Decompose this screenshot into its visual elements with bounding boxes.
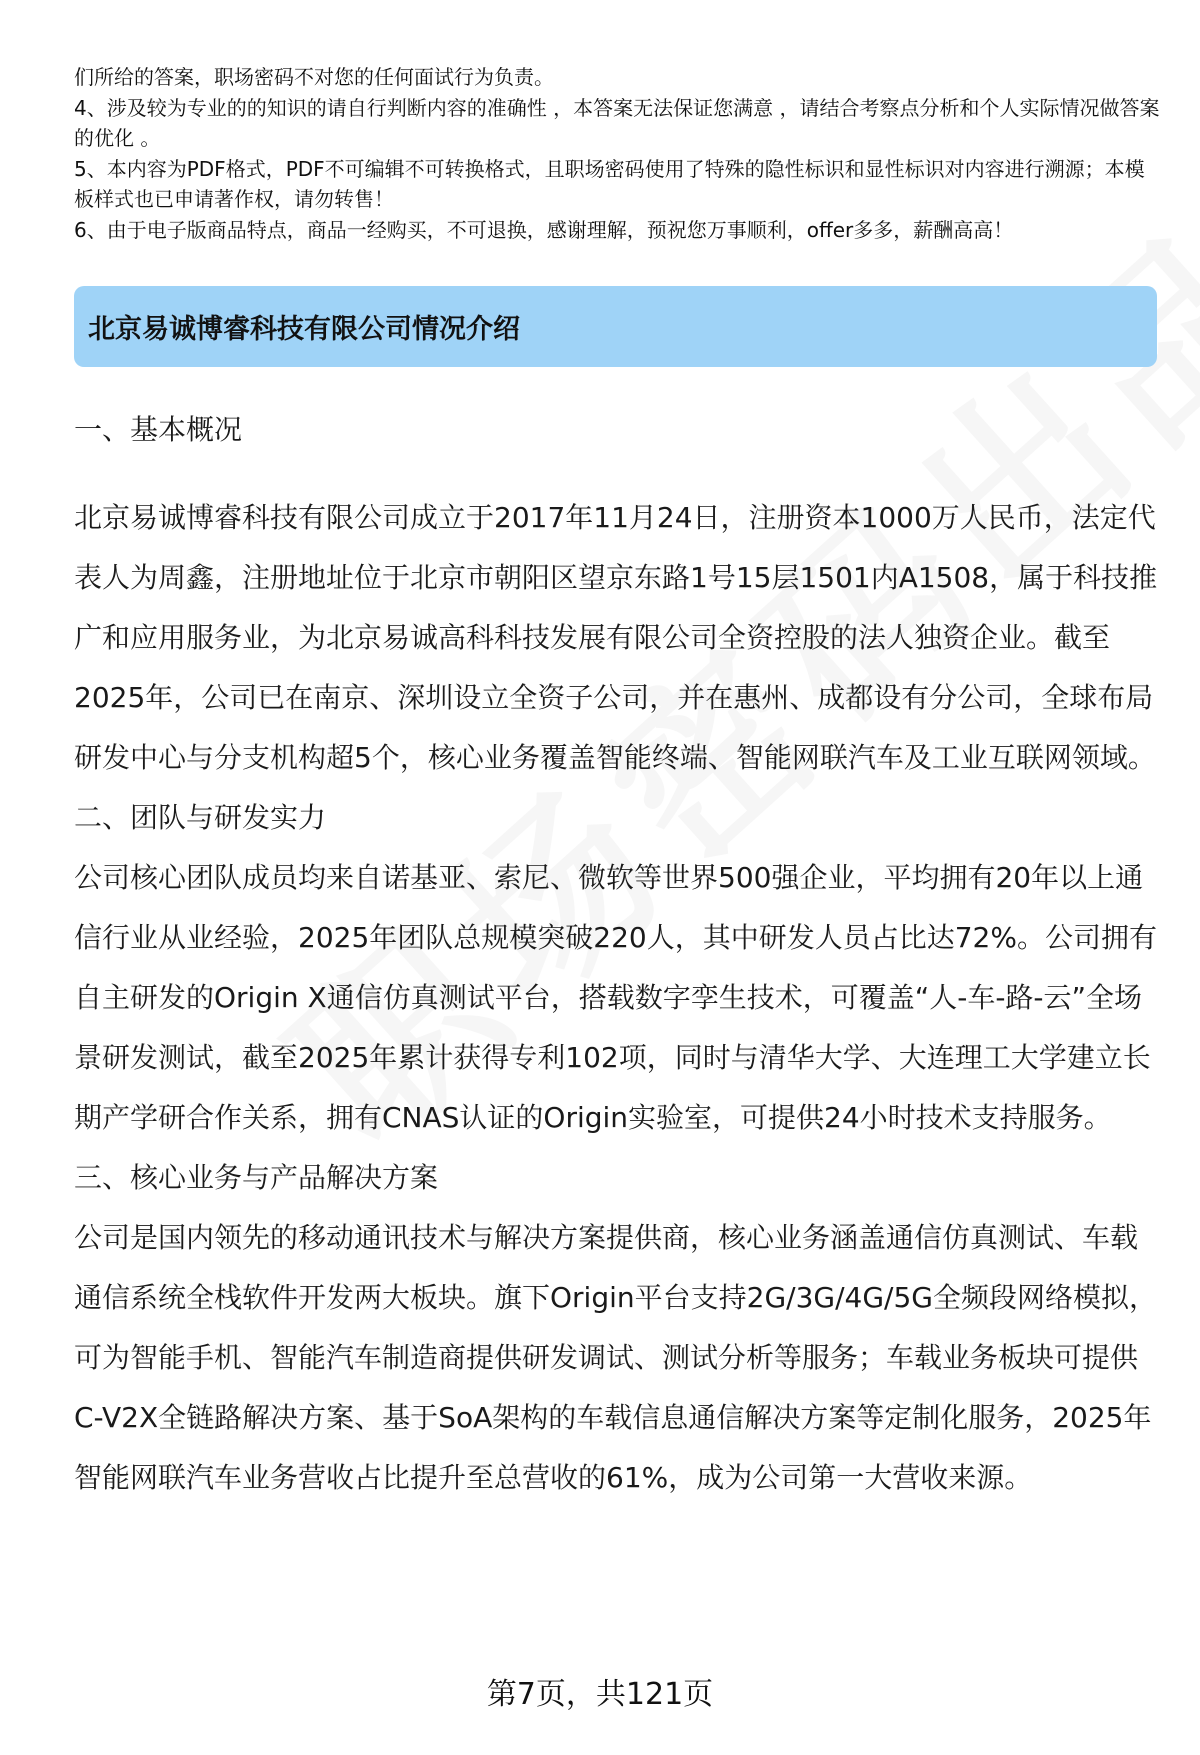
note-line: 5、本内容为PDF格式，PDF不可编辑不可转换格式，且职场密码使用了特殊的隐性标识和显性标识对内容进行溯源；本模板样式也已申请著作权，请勿转售！ <box>74 156 1145 211</box>
section-heading-basic: 一、基本概况 <box>74 413 243 446</box>
note-line: 4、涉及较为专业的的知识的请自行判断内容的准确性 ，本答案无法保证您满意 ，请结合考察点分析和个人实际情况做答案的优化 。 <box>74 95 1160 150</box>
note-line: 6、由于电子版商品特点，商品一经购买，不可退换，感谢理解，预祝您万事顺利，offer多多，薪酬高高！ <box>74 217 1014 242</box>
section-heading-team: 二、团队与研发实力 <box>74 801 327 834</box>
page-title: 北京易诚博睿科技有限公司情况介绍 <box>88 314 520 345</box>
section-body-business: 公司是国内领先的移动通讯技术与解决方案提供商，核心业务涵盖通信仿真测试、车载通信系统全栈软件开发两大板块。旗下Origin平台支持2G/3G/4G/5G全频段网络模拟，可为智能手机、智能汽车制造商提供研发调试、测试分析等服务；车载业务板块可提供C-V2X全链路解决方案、基于SoA架构的车载信息通信解决方案等定制化服务，2025年智能网联汽车业务营收占比提升至总营收的61%，成为公司第一大营收来源。 <box>74 1221 1157 1494</box>
disclaimer-notes <box>74 62 1164 245</box>
page-number: 第7页，共121页 <box>486 1677 714 1712</box>
section-heading-business: 三、核心业务与产品解决方案 <box>74 1161 439 1194</box>
section-body-team: 公司核心团队成员均来自诺基亚、索尼、微软等世界500强企业，平均拥有20年以上通信行业从业经验，2025年团队总规模突破220人，其中研发人员占比达72%。公司拥有自主研发的Origin X通信仿真测试平台，搭载数字孪生技术，可覆盖“人-车-路-云”全场景研发测试，截至2025年累计获得专利102项，同时与清华大学、大连理工大学建立长期产学研合作关系，拥有CNAS认证的Origin实验室，可提供24小时技术支持服务。 <box>74 861 1157 1134</box>
section-banner <box>74 286 1157 367</box>
section-body-basic: 北京易诚博睿科技有限公司成立于2017年11月24日，注册资本1000万人民币，法定代表人为周鑫，注册地址位于北京市朝阳区望京东路1号15层1501内A1508，属于科技推广和应用服务业，为北京易诚高科科技发展有限公司全资控股的法人独资企业。截至2025年，公司已在南京、深圳设立全资子公司，并在惠州、成都设有分公司，全球布局研发中心与分支机构超5个，核心业务覆盖智能终端、智能网联汽车及工业互联网领域。 <box>74 501 1158 774</box>
main-content <box>74 400 1162 1508</box>
note-line: 们所给的答案，职场密码不对您的任何面试行为负责。 <box>74 65 554 89</box>
